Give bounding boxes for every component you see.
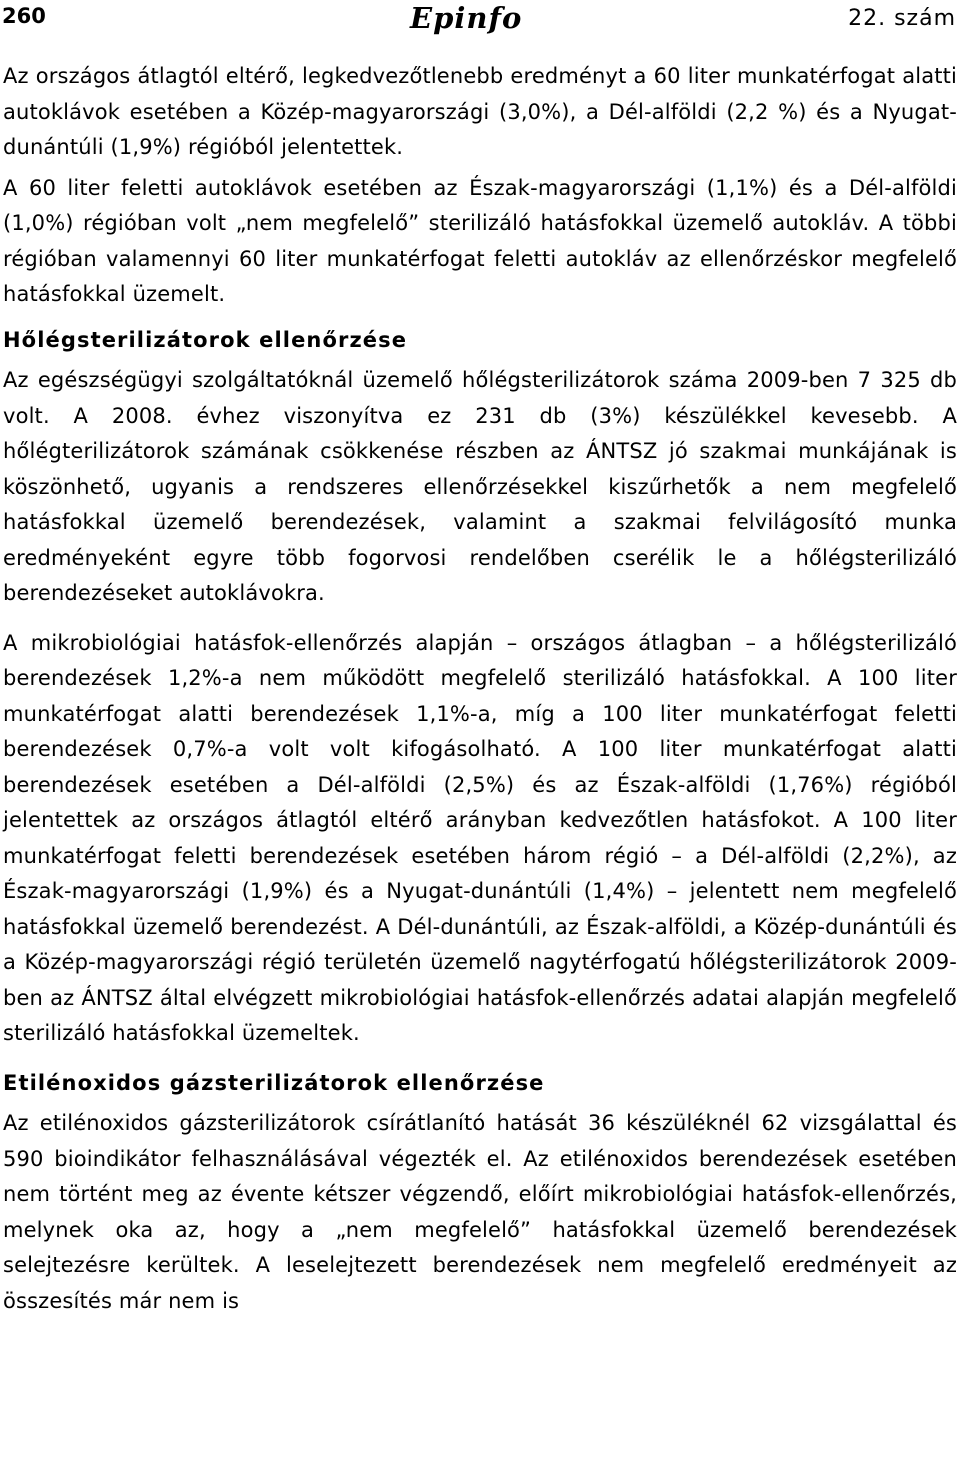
page-number: 260 — [2, 4, 46, 28]
page-header — [0, 0, 960, 40]
section-heading-hot-air-sterilizers: Hőlégsterilizátorok ellenőrzése — [3, 327, 408, 352]
paragraph-ethylene-oxide: Az etilénoxidos gázsterilizátorok csírátlanító hatását 36 készüléknél 62 vizsgálattal és 590 bioindikátor felhasználásával végezték el. Az etilénoxidos berendezések esetében nem történt meg az évente kétszer végzendő, előírt mikrobiológiai hatásfok-ellenőrzés, melynek oka az, hogy a „nem megfelelő” hatásfokkal üzemelő berendezések selejtezésre kerültek. A leselejtezett berendezések nem megfelelő eredményeit az összesítés már nem is — [3, 1111, 957, 1313]
issue-number: 22. szám — [848, 6, 956, 31]
publication-logo: Epinfo — [410, 1, 523, 35]
paragraph-autoclave-below-60: Az országos átlagtól eltérő, legkedvezőtlenebb eredményt a 60 liter munkatérfogat alatti autoklávok esetében a Közép-magyarországi (3,0%), a Dél-alföldi (2,2 %) és a Nyugat-dunántúli (1,9%) régióból jelentettek. — [3, 64, 957, 159]
paragraph-hot-air-microbiology: A mikrobiológiai hatásfok-ellenőrzés alapján – országos átlagban – a hőlégsterilizáló berendezések 1,2%-a nem működött megfelelő sterilizáló hatásfokkal. A 100 liter munkatérfogat alatti berendezések 1,1%-a, míg a 100 liter munkatérfogat feletti berendezések 0,7%-a volt volt kifogásolható. A 100 liter munkatérfogat alatti berendezések esetében a Dél-alföldi (2,5%) és az Észak-alföldi (1,76%) régióból jelentettek az országos átlagtól eltérő arányban kedvezőtlen hatásfokot. A 100 liter munkatérfogat feletti berendezések esetében három régió – a Dél-alföldi (2,2%), az Észak-magyarországi (1,9%) és a Nyugat-dunántúli (1,4%) – jelentett nem megfelelő hatásfokkal üzemelő berendezést. A Dél-dunántúli, az Észak-alföldi, a Közép-dunántúli és a Közép-magyarországi régió területén üzemelő nagytérfogatú hőlégsterilizátorok 2009-ben az ÁNTSZ által elvégzett mikrobiológiai hatásfok-ellenőrzés adatai alapján megfelelő sterilizáló hatásfokkal üzemeltek. — [3, 630, 957, 1045]
section-heading-ethylene-oxide-sterilizers: Etilénoxidos gázsterilizátorok ellenőrzése — [3, 1070, 545, 1095]
document-body — [3, 59, 957, 1319]
paragraph-hot-air-count: Az egészségügyi szolgáltatóknál üzemelő hőlégsterilizátorok száma 2009-ben 7 325 db volt. A 2008. évhez viszonyítva ez 231 db (3%) készülékkel kevesebb. A hőlégterilizátorok számának csökkenése részben az ÁNTSZ jó szakmai munkájának is köszönhető, ugyanis a rendszeres ellenőrzésekkel kiszűrhetők a nem megfelelő hatásfokkal üzemelő berendezések, valamint a szakmai felvilágosító munka eredményeként egyre több fogorvosi rendelőben cserélik le a hőlégsterilizáló berendezéseket autoklávokra. — [3, 368, 957, 605]
paragraph-autoclave-above-60: A 60 liter feletti autoklávok esetében az Észak-magyarországi (1,1%) és a Dél-alföldi (1,0%) régióban volt „nem megfelelő” sterilizáló hatásfokkal üzemelő autokláv. A többi régióban valamennyi 60 liter munkatérfogat feletti autokláv az ellenőrzéskor megfelelő hatásfokkal üzemelt. — [3, 175, 957, 306]
